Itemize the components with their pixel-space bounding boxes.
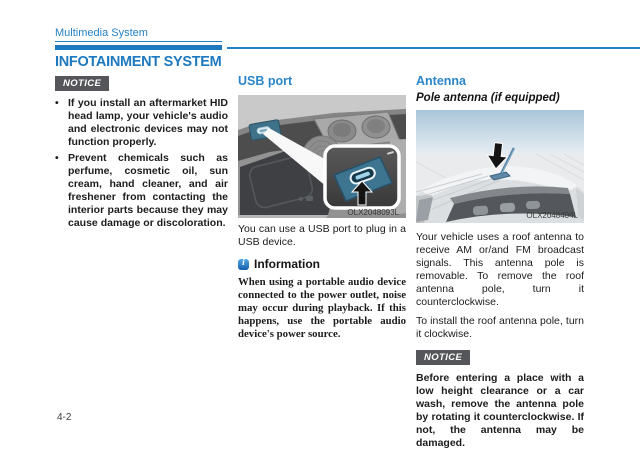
notice-badge: NOTICE (416, 350, 470, 365)
usb-port-illustration (238, 95, 406, 218)
header-rule-thick (55, 45, 222, 50)
antenna-subtitle: Pole antenna (if equipped) (416, 92, 560, 104)
usb-port-figure (238, 95, 406, 218)
antenna-notice-text: Before entering a place with a low height clearance or a car wash, remove the antenna pole by rotating it counterclockwise. If not, the antenna may be damaged. (416, 372, 584, 449)
antenna-section-title: Antenna (416, 74, 466, 88)
information-title: Information (254, 257, 320, 271)
list-item (55, 97, 228, 149)
page-number: 4-2 (57, 412, 72, 423)
page-title: INFOTAINMENT SYSTEM (55, 54, 222, 70)
column-usb-port (238, 55, 406, 450)
figure-caption: OLX2048093L (347, 208, 399, 217)
column-antenna (416, 55, 584, 450)
usb-body-text: You can use a USB port to plug in a USB device. (238, 223, 406, 248)
notice-bullet-list (55, 97, 228, 230)
column-infotainment (55, 55, 228, 450)
bullet-text: Prevent chemicals such as perfume, cosmetic oil, sun cream, hand cleaner, and air freshener from contacting the interior parts because they may cause damage or discoloration. (68, 152, 228, 229)
bullet-icon: • (55, 152, 59, 164)
bullet-text: If you install an aftermarket HID head lamp, your vehicle's audio and electronic devices may not function properly. (68, 97, 228, 148)
notice-badge: NOTICE (55, 76, 109, 91)
information-heading (238, 257, 406, 271)
header-rule-thin (227, 47, 640, 49)
antenna-figure (416, 110, 584, 223)
figure-caption: OLX2048404L (526, 211, 578, 220)
list-item (55, 152, 228, 230)
section-label: Multimedia System (55, 27, 222, 42)
bullet-icon: • (55, 97, 59, 109)
page-footer (57, 412, 71, 423)
antenna-illustration (416, 110, 584, 223)
content-columns (0, 55, 640, 450)
information-body-text: When using a portable audio device connected to the power outlet, noise may occur during playback. If this happens, use the portable audio device's power source. (238, 276, 406, 340)
usb-section-title: USB port (238, 74, 293, 88)
info-icon: i (238, 259, 249, 270)
antenna-body-text: To install the roof antenna pole, turn it clockwise. (416, 315, 584, 340)
antenna-body-text: Your vehicle uses a roof antenna to receive AM or/and FM broadcast signals. This antenna pole is removable. To remove the roof antenna pole, turn it counterclockwise. (416, 231, 584, 308)
